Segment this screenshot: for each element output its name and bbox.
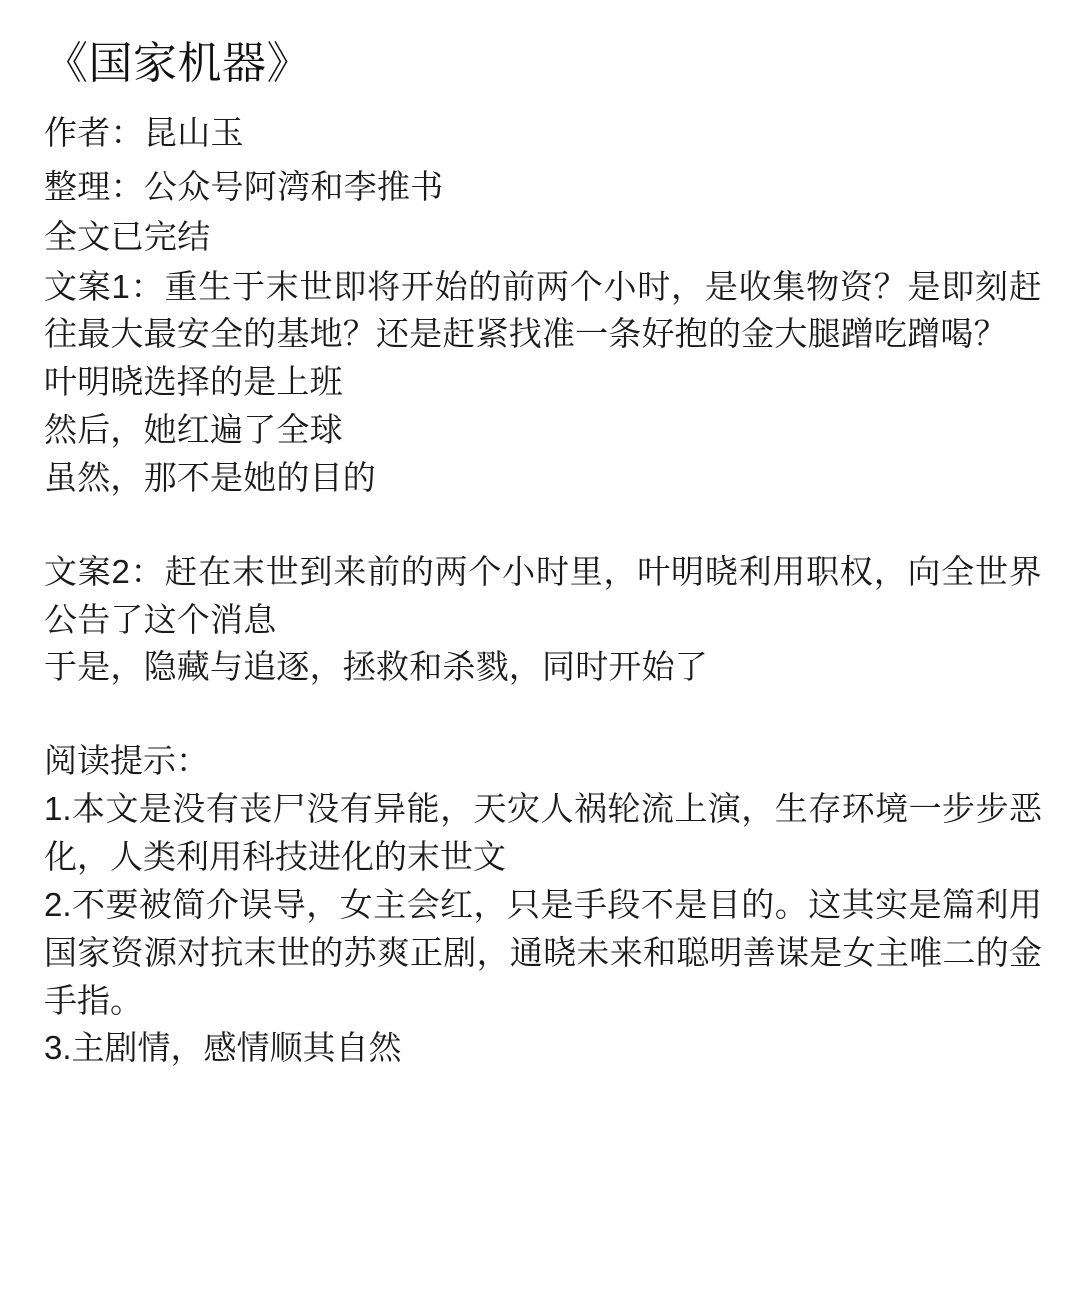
blurb-two-block (44, 548, 1042, 692)
blurb-spacer-2 (44, 691, 1042, 737)
reading-notes-block (44, 737, 1042, 1072)
reading-notes-heading: 阅读提示： (44, 742, 209, 780)
blurb-one-block (44, 263, 1042, 502)
completion-status-line: 全文已完结 (44, 217, 211, 255)
blurb-spacer-1 (44, 502, 1042, 548)
compiler-line: 整理：公众号阿湾和李推书 (44, 167, 444, 205)
reading-note-item-1: 1.本文是没有丧尸没有异能，天灾人祸轮流上演，生存环境一步步恶化，人类利用科技进化的末世文 (44, 790, 1042, 875)
blurb-one-paragraph-3: 然后，她红遍了全球 (44, 411, 343, 449)
reading-note-item-2: 2.不要被简介误导，女主会红，只是手段不是目的。这其实是篇利用国家资源对抗末世的苏爽正剧，通晓未来和聪明善谋是女主唯二的金手指。 (44, 885, 1042, 1019)
author-line: 作者：昆山玉 (44, 114, 244, 151)
blurb-one-paragraph-2: 叶明晓选择的是上班 (44, 363, 343, 401)
blurb-two-paragraph-1: 文案2：赶在末世到来前的两个小时里，叶明晓利用职权，向全世界公告了这个消息 (44, 552, 1042, 638)
blurb-two-paragraph-2: 于是，隐藏与追逐，拯救和杀戮，同时开始了 (44, 648, 708, 686)
metadata-block (44, 109, 1042, 261)
blurb-one-paragraph-1: 文案1：重生于末世即将开始的前两个小时，是收集物资？是即刻赶往最大最安全的基地？还是赶紧找准一条好抱的金大腿蹭吃蹭喝？ (44, 267, 1042, 353)
blurb-one-paragraph-4: 虽然，那不是她的目的 (44, 458, 376, 496)
page-title: 《国家机器》 (44, 39, 311, 88)
reading-note-item-3: 3.主剧情，感情顺其自然 (44, 1029, 402, 1067)
